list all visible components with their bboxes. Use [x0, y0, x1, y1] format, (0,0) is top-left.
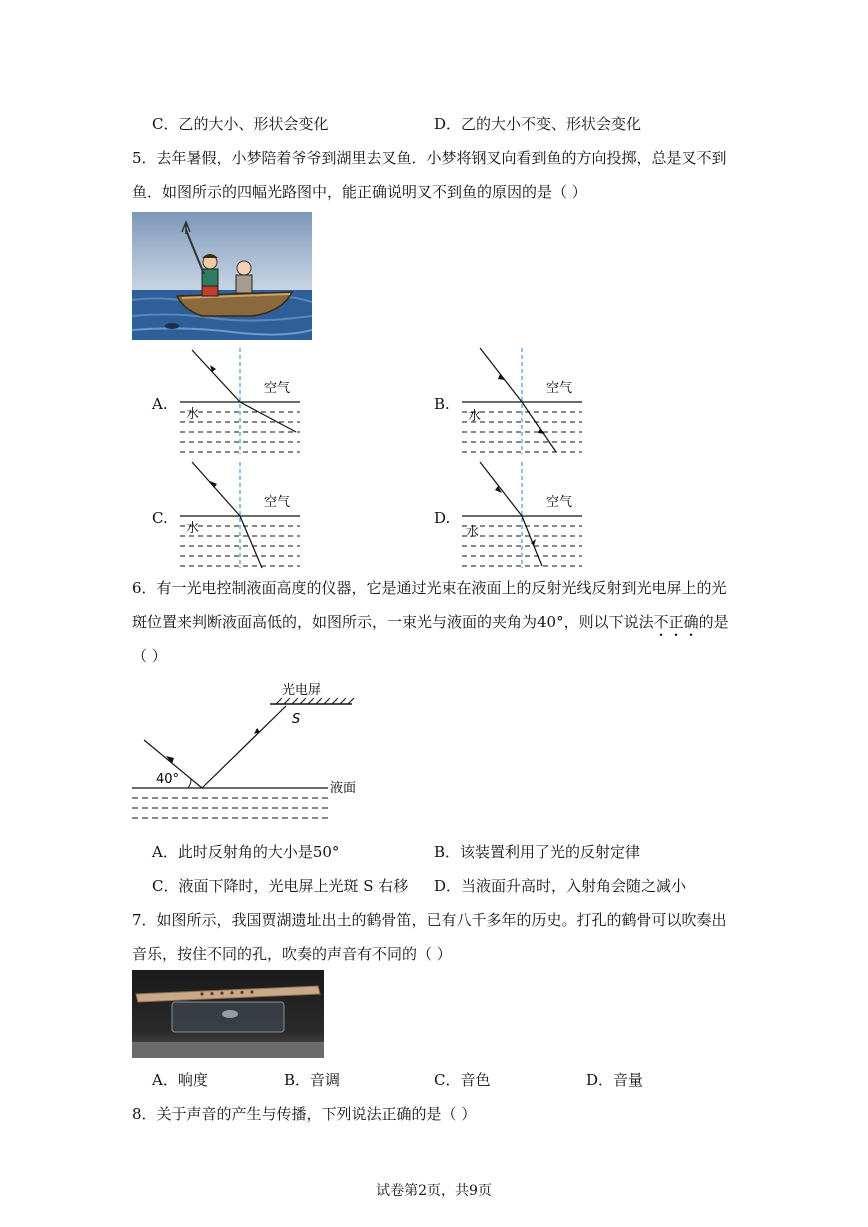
spot-label: S	[292, 712, 301, 727]
q5-diagram-a	[176, 346, 300, 456]
screen-label: 光电屏	[282, 683, 322, 698]
q5-diagram-c	[176, 460, 300, 570]
air-label: 空气	[264, 381, 291, 396]
q4-option-c: C．乙的大小、形状会变化	[152, 115, 329, 133]
page-footer: 试卷第2页，共9页	[376, 1183, 492, 1199]
q6-option-a: A．此时反射角的大小是50°	[152, 843, 340, 861]
q6-text-line2-post: 的是	[698, 613, 729, 631]
q6-emphasis-text: 不正确	[653, 613, 699, 631]
q7-text-line1: 7．如图所示，我国贾湖遗址出土的鹤骨笛，已有八千多年的历史。打孔的鹤骨可以吹奏出	[132, 911, 727, 929]
q5-option-c-label: C.	[152, 509, 168, 527]
q7-text-line2: 音乐，按住不同的孔，吹奏的声音有不同的（ ）	[132, 945, 452, 963]
q6-option-b: B．该装置利用了光的反射定律	[434, 843, 641, 861]
fishing-illustration	[132, 212, 312, 340]
q6-option-d: D．当液面升高时，入射角会随之减小	[434, 877, 687, 895]
q4-option-d: D．乙的大小不变、形状会变化	[434, 115, 642, 133]
q6-text-line2-pre: 斑位置来判断液面高低的，如图所示，一束光与液面的夹角为40°，则以下说法	[132, 613, 654, 631]
q5-diagram-d	[458, 460, 582, 570]
q6-text-line1: 6．有一光电控制液面高度的仪器，它是通过光束在液面上的反射光线反射到光电屏上的光	[132, 579, 727, 597]
q8-text-line1: 8．关于声音的产生与传播，下列说法正确的是（ ）	[132, 1105, 477, 1123]
q5-option-a-label: A.	[152, 395, 168, 413]
q6-reflection-diagram	[130, 676, 380, 826]
air-label: 空气	[546, 381, 573, 396]
q7-option-c: C．音色	[434, 1071, 491, 1089]
angle-label: 40°	[156, 772, 180, 787]
air-label: 空气	[264, 495, 291, 510]
q7-option-d: D．音量	[586, 1071, 644, 1089]
q5-option-b-label: B.	[434, 395, 450, 413]
water-label: 水	[466, 525, 480, 540]
q6-option-c: C．液面下降时，光电屏上光斑 S 右移	[152, 877, 409, 895]
q5-option-d-label: D.	[434, 509, 451, 527]
q5-text-line1: 5．去年暑假，小梦陪着爷爷到湖里去叉鱼．小梦将钢叉向看到鱼的方向投掷，总是叉不到	[132, 149, 727, 167]
water-label: 水	[468, 409, 482, 424]
bone-flute-photo	[132, 970, 324, 1058]
q6-answer-bracket: （ ）	[132, 647, 167, 665]
air-label: 空气	[546, 495, 573, 510]
water-label: 水	[186, 407, 200, 422]
q6-text-line2	[132, 612, 729, 640]
q7-option-b: B．音调	[284, 1071, 341, 1089]
q7-option-a: A．响度	[152, 1071, 208, 1089]
q5-text-line2: 鱼．如图所示的四幅光路图中，能正确说明叉不到鱼的原因的是（ ）	[132, 183, 587, 201]
water-label: 水	[186, 521, 200, 536]
surface-label: 液面	[330, 781, 357, 796]
q5-diagram-b	[458, 346, 582, 456]
